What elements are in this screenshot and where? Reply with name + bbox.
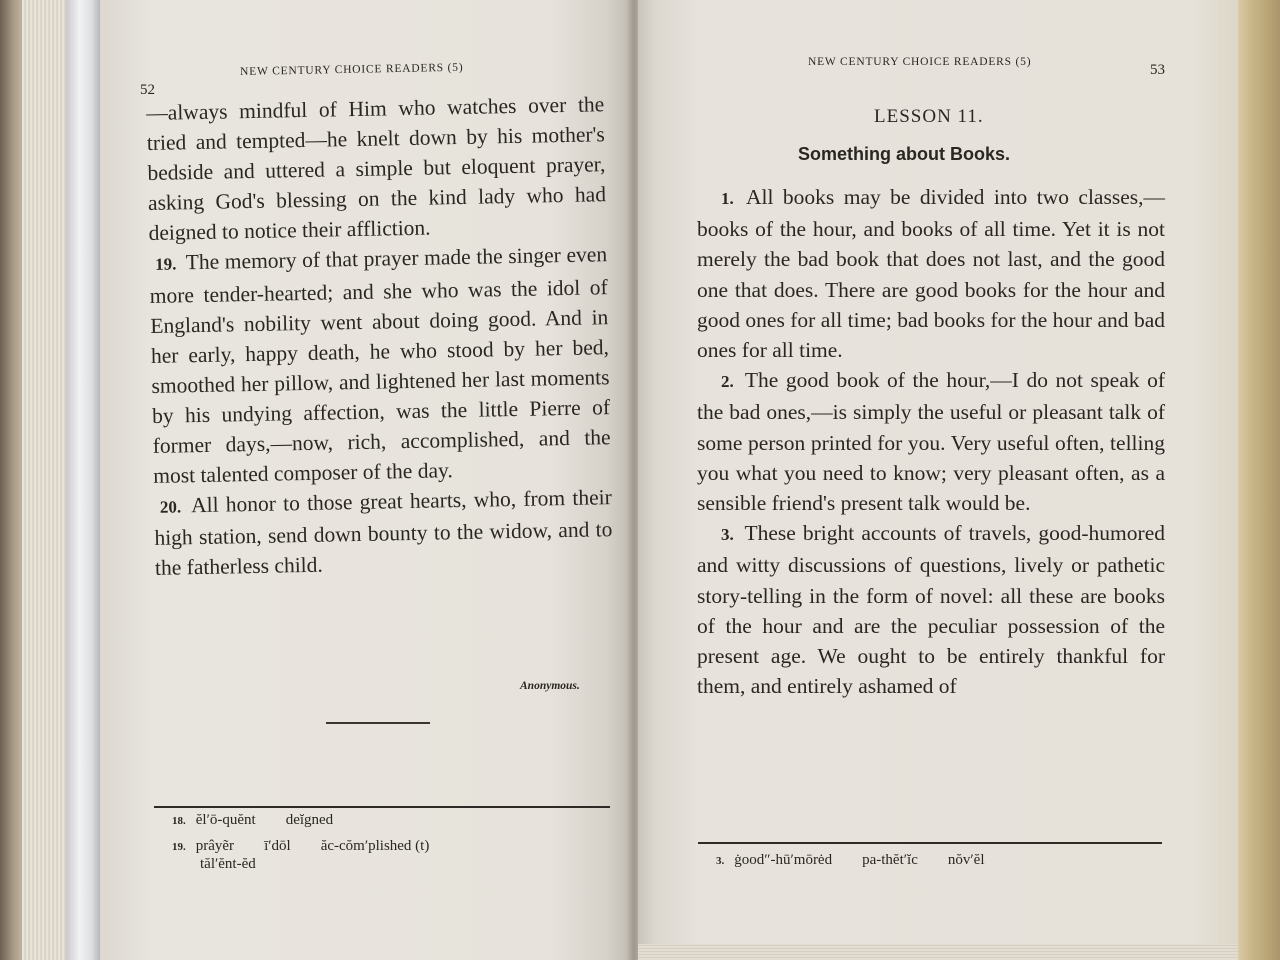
footnote-19-continued (200, 856, 256, 873)
page-stack-bottom (638, 944, 1238, 960)
footnote-divider (698, 842, 1162, 844)
footnote-number: 19. (172, 841, 186, 853)
footnote-number: 3. (716, 855, 725, 867)
paragraph-text: All honor to those great hearts, who, from their high station, send down bounty to the widow, and to the fatherless child. (154, 485, 613, 581)
paragraph-number: 3. (721, 525, 734, 545)
left-page-body (146, 89, 613, 583)
left-running-head: NEW CENTURY CHOICE READERS (5) (240, 61, 464, 78)
pronunciation-word: prâyẽr (195, 838, 235, 854)
paragraph-number: 19. (155, 254, 177, 275)
lesson-subtitle: Something about Books. (798, 144, 1011, 164)
book-spine (66, 0, 100, 960)
footnote-18 (172, 812, 333, 829)
footnote-19 (172, 838, 429, 855)
paragraph-number: 2. (721, 372, 734, 392)
paragraph-2 (697, 365, 1165, 518)
pronunciation-word: ġood″-hū′mōrėd (734, 852, 833, 868)
paragraph-3 (697, 518, 1165, 701)
paragraph-text: These bright accounts of travels, good-humored and witty discussions of questions, lively or pathetic story-telling in the form of novel: all these are books of the hour and are the peculiar possession of the present age. We ought to be entirely thankful for them, and entirely ashamed of (697, 521, 1165, 699)
paragraph-text: The memory of that prayer made the singer even more tender-hearted; and she who was the idol of England's nobility went about doing good. And in her early, happy death, he who stood by her bed, smoothed her pillow, and lightened her last moments by his undying affection, was the little Pierre of former days,—now, rich, accomplished, and the most talented composer of the day. (149, 242, 611, 489)
pronunciation-word: deĭgned (285, 812, 334, 828)
paragraph-number: 20. (159, 497, 182, 518)
page-stack-left (22, 0, 68, 960)
pronunciation-word: ī′dōl (264, 838, 291, 854)
right-page-body (697, 182, 1165, 701)
book-cover-edge-right (1238, 0, 1280, 960)
right-running-head: NEW CENTURY CHOICE READERS (5) (808, 56, 1032, 68)
section-divider (326, 722, 430, 724)
footnote-divider (154, 806, 610, 808)
paragraph-19 (149, 240, 612, 491)
pronunciation-word: ăc-cŏm′plished (t) (320, 838, 430, 854)
paragraph-text: The good book of the hour,—I do not speak of the bad ones,—is simply the useful or pleasant talk of some person printed for you. Very useful often, telling you what you need to know; very pleasant often, as a sensible friend's present talk would be. (697, 368, 1165, 516)
pronunciation-word: ĕl′ō-quĕnt (195, 812, 256, 828)
right-page-number: 53 (1150, 62, 1165, 78)
book-cover-edge-left (0, 0, 22, 960)
paragraph-continued: —always mindful of Him who watches over the tried and tempted—he knelt down by his mother's bedside and uttered a simple but eloquent prayer, asking God's blessing on the kind lady who had deigned to notice their affliction. (146, 92, 607, 246)
footnote-number: 18. (172, 815, 186, 827)
paragraph-20 (154, 482, 614, 583)
paragraph-1 (697, 182, 1165, 365)
pronunciation-word: nŏv′ĕl (947, 852, 985, 868)
pronunciation-word: pa-thĕt′ĭc (862, 852, 918, 868)
left-page-number: 52 (140, 82, 155, 98)
paragraph-text: All books may be divided into two classes,—books of the hour, and books of all time. Yet it is not merely the bad book that does not last, and the good one that does. There are good books for the hour and good ones for all time; bad books for the hour and bad ones for all time. (697, 185, 1165, 363)
footnote-3 (716, 852, 984, 869)
pronunciation-word: tăl′ĕnt-ĕd (200, 856, 256, 872)
lesson-title: LESSON 11. (874, 106, 984, 127)
attribution: Anonymous. (520, 680, 580, 692)
paragraph-number: 1. (721, 189, 734, 208)
